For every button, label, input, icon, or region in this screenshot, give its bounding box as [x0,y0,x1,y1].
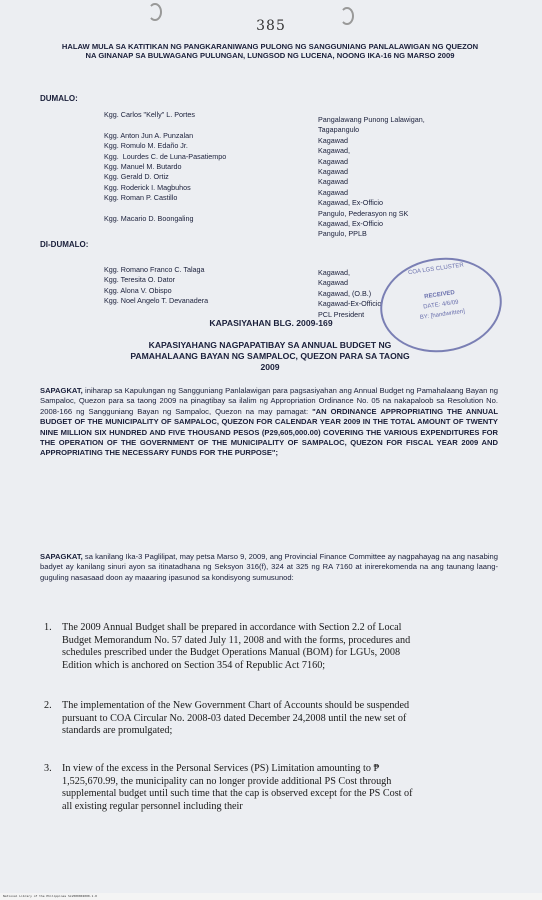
stamp-line-2: DATE: 4/6/09 [422,299,460,311]
whereas-text: sa kanilang Ika-3 Paglilipat, may petsa Marso 9, 2009, ang Provincial Finance Committee ay nagpahayag na ang nasabing badyet ay kanilang sinuri ayon sa itinatadhana ng Seksyon 316(f), 324 at 325 ng RA 7160 at inirerekomenda na ang taunang laang-guguling nasasaad doon ay maaaring ipasunod sa kondisyong sumusunod: [40,552,498,582]
member-position: Pangalawang Punong Lalawigan, [318,115,425,124]
absent-names [104,265,208,307]
member-position: Kagawad [318,187,348,197]
condition-text: In view of the excess in the Personal Services (PS) Limitation amounting to ₱ 1,525,670.99, the municipality can no longer provide additional PS Cost through supplemental budget until such time that the cap is observed except for the PS Cost of all existing regular personnel including their [62,763,413,812]
footer-text: National Library of the Philippines SLV000002000.1.0 [3,894,97,898]
condition-text: The implementation of the New Government Chart of Accounts should be suspended pursuant to COA Circular No. 2008-03 dated December 24,2008 until the new set of standards are promulgated; [62,700,410,737]
member-position: Kagawad, (O.B.) [318,288,372,298]
ordinance-title: "AN ORDINANCE APPROPRIATING THE ANNUAL BUDGET OF THE MUNICIPALITY OF SAMPALOC, QUEZON FOR CALENDAR YEAR 2009 IN THE TOTAL AMOUNT OF TWENTY NINE MILLION SIX HUNDRED AND FIVE THOUSAND PESOS (P29,605,000.00) COVERING THE VARIOUS EXPENDITURES FOR THE OPERATION OF THE GOVERNMENT OF THE MUNICIPALITY OF SAMPALOC, QUEZON FOR FISCAL YEAR 2009 AND APPROPRIATING THE NECESSARY FUNDS FOR THE PURPOSE"; [40,406,498,458]
member-name: Kgg. Roman P. Castillo [104,193,178,203]
member-position: Kagawad, Ex-Officio [318,219,383,229]
absent-label: DI-DUMALO: [40,240,89,249]
member-position: Kagawad [318,135,348,145]
member-position: Kagawad [318,177,348,187]
absent-titles [318,268,381,320]
member-position: Pangulo, Pederasyon ng SK [318,208,409,218]
present-titles [318,115,425,240]
member-position: Kagawad, Ex-Officio [318,198,383,208]
member-position: Kagawad-Ex-Officio [318,299,382,309]
whereas-paragraph-1 [40,386,498,459]
whereas-text: iniharap sa Kapulungan ng Sangguniang Panlalawigan para pagsasiyahan ang Annual Budget ng Pamahalaang Bayan ng Sampaloc, Quezon para sa taong 2009 na pinagtibay sa ilalim ng Appropriation Ordinance No. 05 na nakapaloob sa Resolution No. 2008-166 ng Sangguniang Bayan ng Sampaloc, Quezon na may pamagat: [40,386,498,416]
member-name: Kgg. Roderick I. Magbuhos [104,182,191,192]
member-position: Pangulo, PPLB [318,229,367,239]
member-position: Kagawad, [318,146,350,156]
member-name: Kgg. Alona V. Obispo [104,285,172,295]
member-name: Kgg. Teresita O. Dator [104,275,175,285]
document-header: HALAW MULA SA KATITIKAN NG PANGKARANIWANG PULONG NG SANGGUNIANG PANLALAWIGAN NG QUEZON NA GINANAP SA BULWAGANG PULUNGAN, LUNGSOD NG LUCENA, NOONG IKA-16 NG MARSO 2009 [61,42,479,61]
member-name: Kgg. Romulo M. Edaño Jr. [104,141,188,151]
condition-number: 2. [44,700,52,711]
member-name [104,120,226,130]
resolution-title: KAPASIYAHANG NAGPAPATIBAY SA ANNUAL BUDGET NG PAMAHALAANG BAYAN NG SAMPALOC, QUEZON PARA SA TAONG 2009 [130,340,410,372]
member-name: Kgg. Lourdes C. de Luna-Pasatiempo [104,151,227,161]
present-label: DUMALO: [40,94,78,103]
member-name: Kgg. Gerald D. Ortiz [104,172,169,182]
resolution-number: KAPASIYAHAN BLG. 2009-169 [209,318,333,328]
member-name: Kgg. Noel Angelo T. Devanadera [104,296,209,306]
stamp-line-1: RECEIVED [423,289,456,301]
whereas-lead: SAPAGKAT, [40,552,83,561]
condition-text: The 2009 Annual Budget shall be prepared in accordance with Section 2.2 of Local Budget Memorandum No. 57 dated July 11, 2008 and with the forms, procedures and schedules prescribed under the Budget Operations Manual (BOM) for LGUs, 2008 Edition which is anchored on Section 354 of Republic Act 7160; [62,622,411,671]
member-position: Kagawad [318,156,348,166]
member-name: Kgg. Macario D. Boongaling [104,214,194,224]
page-footer [0,893,542,900]
member-position: Kagawad [318,278,348,288]
condition-number: 1. [44,622,52,633]
member-name [104,204,226,214]
stamp-ring-text: COA LGS CLUSTER [407,262,465,277]
stamp-line-3: BY: [handwritten] [419,308,466,322]
member-position: PCL President [318,309,365,319]
present-names [104,110,226,224]
whereas-paragraph-2 [40,552,498,583]
member-position: Kagawad, [318,268,350,277]
member-name: Kgg. Anton Jun A. Punzalan [104,130,194,140]
whereas-lead: SAPAGKAT, [40,386,83,395]
member-position: Tagapangulo [318,125,360,135]
member-name: Kgg. Manuel M. Butardo [104,162,182,172]
member-name: Kgg. Romano Franco C. Talaga [104,265,205,274]
condition-number: 3. [44,763,52,774]
member-position: Kagawad [318,167,348,177]
page-number: 385 [256,18,286,34]
member-name: Kgg. Carlos "Kelly" L. Portes [104,110,195,119]
